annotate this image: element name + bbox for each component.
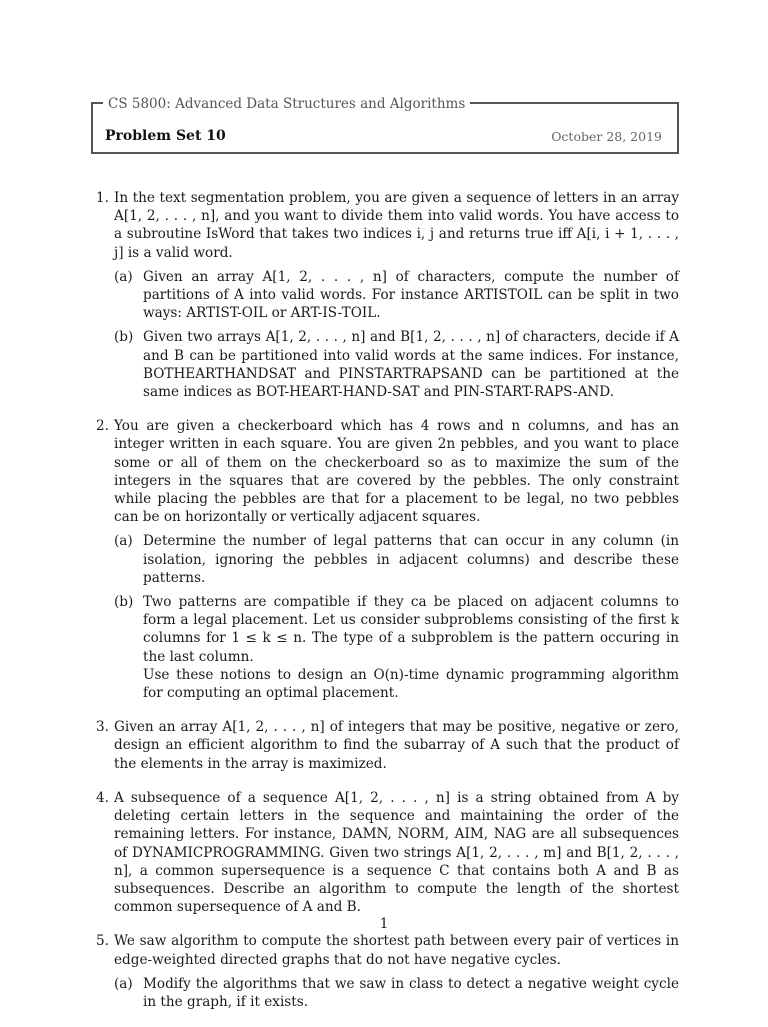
problem-2 — [96, 417, 679, 702]
problem-text: We saw algorithm to compute the shortest path between every pair of vertices in edge-weighted directed graphs that do not have negative cycles. — [114, 933, 679, 968]
problem-part — [114, 593, 679, 702]
problem-5 — [96, 932, 679, 1011]
part-text: Given an array A[1, 2, . . . , n] of characters, compute the number of partitions of A into valid words. For instance ARTISTOIL can be split in two ways: ARTIST-OIL or ART-IS-TOIL. — [143, 268, 679, 322]
problem-number: 2. — [96, 418, 109, 435]
problem-set-title: Problem Set 10 — [105, 128, 226, 144]
part-text: Given two arrays A[1, 2, . . . , n] and B[1, 2, . . . , n] of characters, decide if A and B can be partitioned into valid words at the same indices. For instance, BOTHEARTHANDSAT and PINSTARTRAPSAND can be partitioned at the same indices as BOT-HEART-HAND-SAT and PIN-START-RAPS-AND. — [143, 329, 679, 401]
problem-number: 1. — [96, 190, 109, 206]
problem-part — [114, 532, 679, 587]
problem-part — [114, 975, 679, 1011]
part-text: Two patterns are compatible if they ca be placed on adjacent columns to form a legal placement. Let us consider subproblems consisting of the first k columns for 1 ≤ k ≤ n. The type of a subproblem is the pattern occuring in the last column. — [143, 594, 679, 665]
problem-text: You are given a checkerboard which has 4 rows and n columns, and has an integer written in each square. You are given 2n pebbles, and you want to place some or all of them on the checkerboard so as to maximize the sum of the integers in the squares that are covered by the pebbles. The only constraint while placing the pebbles are that for a placement to be legal, no two pebbles can be on horizontally or vertically adjacent squares. — [114, 418, 679, 526]
part-label: (a) — [114, 268, 133, 285]
part-label: (b) — [114, 329, 134, 346]
problem-part — [114, 268, 679, 323]
problem-number: 4. — [96, 789, 109, 806]
problem-text: Given an array A[1, 2, . . . , n] of integers that may be positive, negative or zero, design an efficient algorithm to find the subarray of A such that the product of the elements in the array is maximized. — [114, 719, 679, 772]
problem-text: In the text segmentation problem, you are given a sequence of letters in an array A[1, 2, . . . , n], and you want to divide them into valid words. You have access to a subroutine IsWord that takes two indices i, j and returns true iff A[i, i + 1, . . . , j] is a valid word. — [114, 190, 679, 261]
part-text: Determine the number of legal patterns that can occur in any column (in isolation, ignoring the pebbles in adjacent columns) and describe these patterns. — [143, 533, 679, 586]
problem-number: 3. — [96, 719, 109, 736]
part-text-continued: Use these notions to design an O(n)-time dynamic programming algorithm for computing an optimal placement. — [143, 666, 679, 702]
part-label: (b) — [114, 594, 134, 611]
page-number: 1 — [379, 916, 389, 932]
date: October 28, 2019 — [551, 129, 662, 144]
problem-3 — [96, 718, 679, 773]
problem-part — [114, 328, 679, 401]
problem-number: 5. — [96, 933, 109, 950]
problem-list — [96, 189, 679, 1027]
problem-text: A subsequence of a sequence A[1, 2, . . . , n] is a string obtained from A by deleting certain letters in the sequence and maintaining the order of the remaining letters. For instance, DAMN, NORM, AIM, NAG are all subsequences of DYNAMICPROGRAMMING. Given two strings A[1, 2, . . . , m] and B[1, 2, . . . , n], a common supersequence is a sequence C that contains both A and B as subsequences. Describe an algorithm to compute the length of the shortest common supersequence of A and B. — [114, 789, 679, 916]
course-title: CS 5800: Advanced Data Structures and Algorithms — [103, 95, 470, 113]
problem-1 — [96, 189, 679, 401]
part-label: (a) — [114, 533, 133, 550]
part-text: Modify the algorithms that we saw in class to detect a negative weight cycle in the graph, if it exists. — [143, 975, 679, 1010]
part-label: (a) — [114, 975, 133, 992]
problem-4 — [96, 789, 679, 916]
